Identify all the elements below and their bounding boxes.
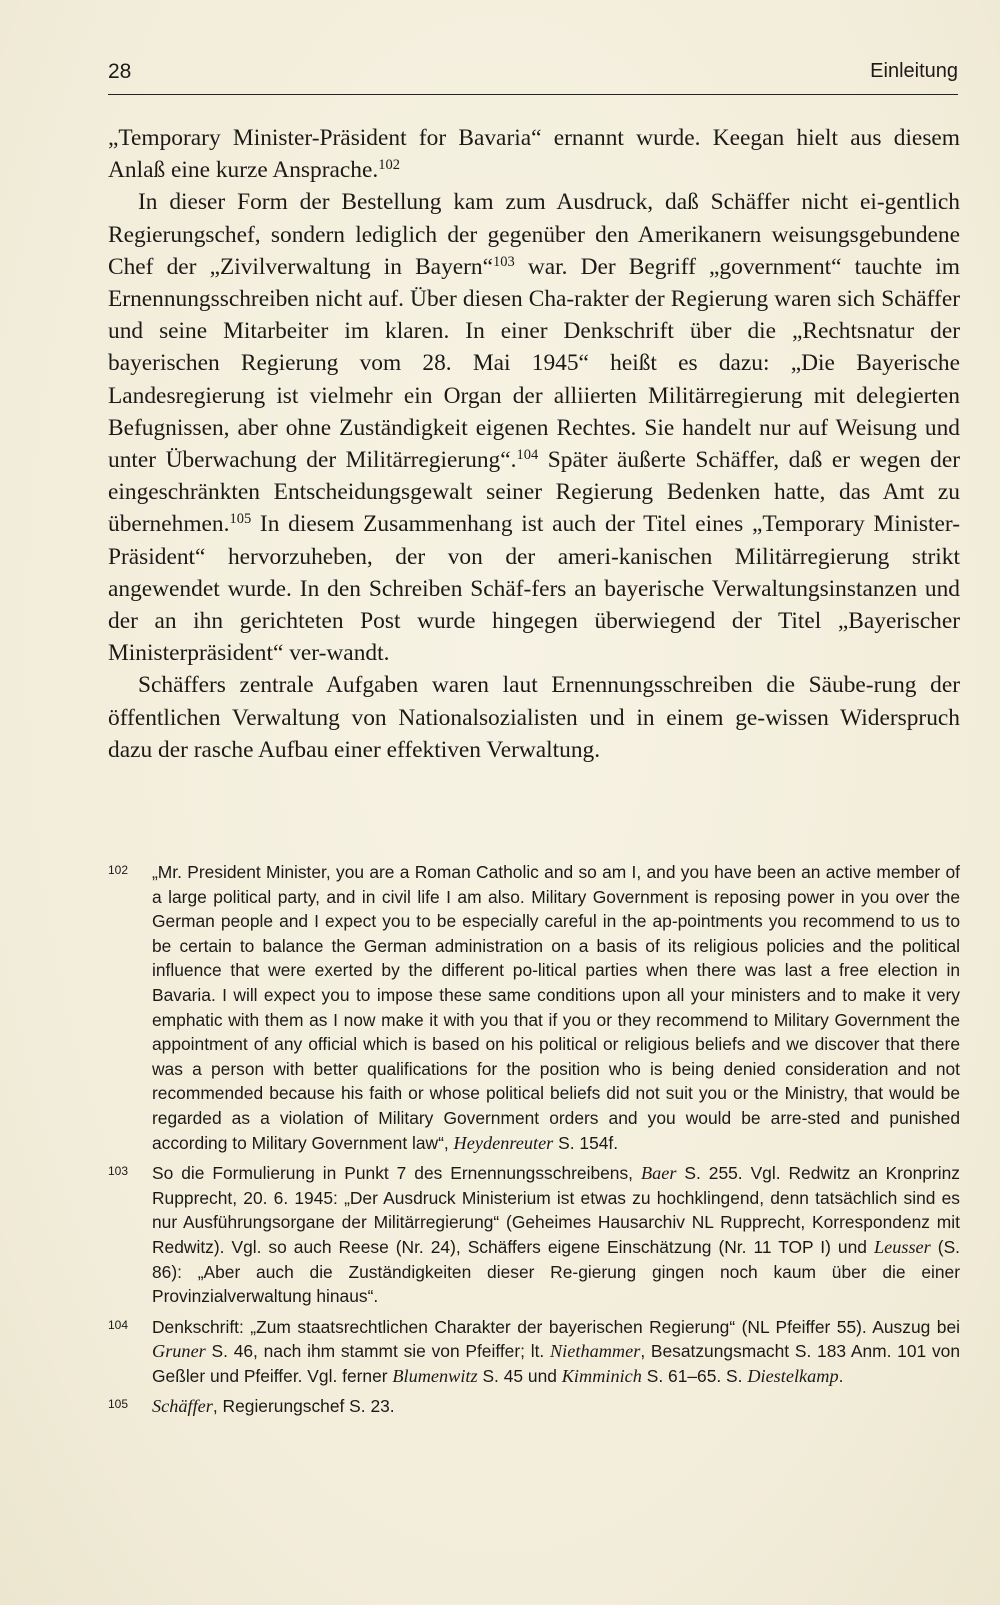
footnote-102 <box>108 860 960 1155</box>
footnote-author: Blumenwitz <box>392 1365 478 1386</box>
footnote-text: S. 61–65. S. <box>641 1365 748 1386</box>
paragraph-2 <box>108 186 960 669</box>
page-number: 28 <box>108 60 132 83</box>
paragraph-2-text-c: Später äußerte Schäffer, daß er wegen der eingeschränkten Entscheidungsgewalt seiner Regierung Bedenken hatte, das Amt zu übernehmen. <box>108 447 961 538</box>
footnote-author: Diestelkamp <box>747 1365 839 1386</box>
footnote-103 <box>108 1161 960 1309</box>
paragraph-1 <box>108 122 960 186</box>
footnote-author: Kimminich <box>561 1365 642 1386</box>
footnote-text: S. 45 und <box>477 1365 562 1386</box>
footnote-ref-105: 105 <box>229 511 252 528</box>
footnote-author: Baer <box>640 1163 677 1184</box>
footnote-number: 102 <box>108 863 129 877</box>
page-header <box>108 58 958 95</box>
footnotes <box>108 860 960 1425</box>
paragraph-1-text: „Temporary Minister-Präsident for Bavaria“ ernannt wurde. Keegan hielt aus diesem Anlaß eine kurze Ansprache. <box>108 125 960 184</box>
footnote-ref-104: 104 <box>516 447 539 464</box>
footnote-104 <box>108 1315 960 1389</box>
paragraph-2-text-b: war. Der Begriff „government“ tauchte im Ernennungsschreiben nicht auf. Über diesen Cha-rakter der Regierung waren sich Schäffer und seine Mitarbeiter im klaren. In einer Denkschrift über die „Rechtsnatur der bayerischen Regierung vom 28. Mai 1945“ heißt es dazu: „Die Bayerische Landesregierung ist vielmehr ein Organ der alliierten Militärregierung mit delegierten Befugnissen, aber ohne Zuständigkeit eigenen Rechtes. Sie handelt nur auf Weisung und unter Überwachung der Militärregierung“. <box>108 253 960 474</box>
footnote-text: , Besatzungsmacht S. 183 Anm. 101 von Geßler und Pfeiffer. Vgl. ferner <box>152 1341 960 1386</box>
paragraph-2-text-a: In dieser Form der Bestellung kam zum Ausdruck, daß Schäffer nicht ei-gentlich Regierungschef, sondern lediglich der gegenüber den Amerikanern weisungsgebundene Chef der „Zivilverwaltung in Bayern“ <box>108 189 960 280</box>
running-head: Einleitung <box>870 60 958 82</box>
footnote-author: Schäffer <box>152 1396 213 1417</box>
footnote-ref-102: 102 <box>378 157 400 174</box>
footnote-number: 104 <box>108 1317 129 1332</box>
footnote-ref-103: 103 <box>493 253 515 270</box>
footnote-author: Leusser <box>873 1236 931 1257</box>
main-text <box>108 122 960 766</box>
footnote-number: 105 <box>108 1397 129 1412</box>
footnote-text: , Regierungschef S. 23. <box>212 1396 395 1417</box>
footnote-text: Denkschrift: „Zum staatsrechtlichen Charakter der bayerischen Regierung“ (NL Pfeiffer 55). Auszug bei <box>152 1316 960 1337</box>
paragraph-3: Schäffers zentrale Aufgaben waren laut Ernennungsschreiben die Säube-rung der öffentlichen Verwaltung von Nationalsozialisten und in einem ge-wissen Widerspruch dazu der rasche Aufbau einer effektiven Verwaltung. <box>108 672 960 763</box>
footnote-text: S. 154f. <box>553 1132 619 1153</box>
footnote-105 <box>108 1394 960 1419</box>
footnote-author: Gruner <box>152 1341 206 1362</box>
footnote-text: (S. 86): „Aber auch die Zuständigkeiten dieser Re-gierung gingen noch kaum über die einer Provinzialverwaltung hinaus“. <box>152 1236 960 1307</box>
footnote-text: „Mr. President Minister, you are a Roman Catholic and so am I, and you have been an active member of a large political party, and in civil life I am also. Military Government is reposing power in you over the German people and I expect you to be especially careful in the ap-pointments you recommend to us to be certain to balance the German administration on a basis of its religious policies and the political influence that were exerted by the different po-litical parties when there was last a free election in Bavaria. I will expect you to impose these same conditions upon all your ministers and to make it very emphatic with them as I now make it with you that if you or they recommend to Military Government the appointment of any official which is based on his political or religious beliefs and we discover that there was a person with better qualifications for the position who is being denied consideration and not recommended because his faith or whose political beliefs did not suit you or the Ministry, that would be regarded as a violation of Military Government orders and you would be arre-sted and punished according to Military Government law“, <box>152 862 960 1153</box>
footnote-author: Niethammer <box>550 1341 641 1362</box>
footnote-text: . <box>838 1365 844 1386</box>
footnote-author: Heydenreuter <box>453 1132 554 1153</box>
paragraph-2-text-d: In diesem Zusammenhang ist auch der Titel eines „Temporary Minister-Präsident“ hervorzuheben, der von der ameri-kanischen Militärregierung strikt angewendet wurde. In den Schreiben Schäf-fers an bayerische Verwaltungsinstanzen und der an ihn gerichteten Post wurde hingegen überwiegend der Titel „Bayerischer Ministerpräsident“ ver-wandt. <box>108 511 960 667</box>
footnote-number: 103 <box>108 1164 129 1179</box>
footnote-text: S. 255. Vgl. Redwitz an Kronprinz Rupprecht, 20. 6. 1945: „Der Ausdruck Ministerium ist etwas zu hochklingend, denn tatsächlich sind es nur Ausführungsorgane der Militärregierung“ (Geheimes Hausarchiv NL Rupprecht, Korrespondenz mit Redwitz). Vgl. so auch Reese (Nr. 24), Schäffers eigene Einschätzung (Nr. 11 TOP I) und <box>152 1163 960 1257</box>
footnote-text: So die Formulierung in Punkt 7 des Ernennungsschreibens, <box>152 1163 641 1184</box>
footnote-text: S. 46, nach ihm stammt sie von Pfeiffer; lt. <box>205 1341 550 1362</box>
